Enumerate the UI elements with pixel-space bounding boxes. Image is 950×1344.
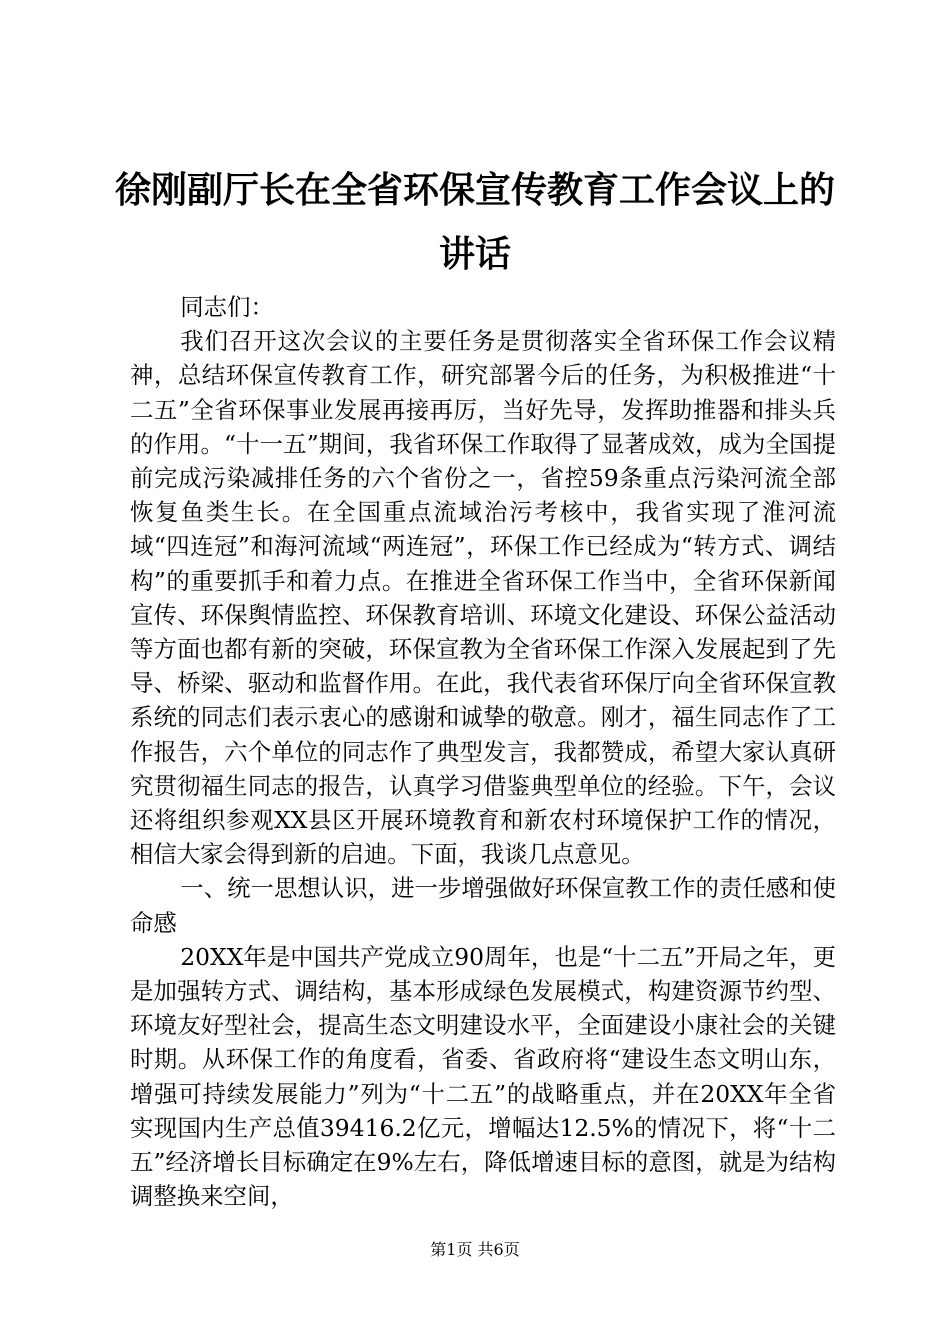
paragraph-section-1: 20XX年是中国共产党成立90周年，也是“十二五”开局之年，更是加强转方式、调结构，基本形成绿色发展模式，构建资源节约型、环境友好型社会，提高生态文明建设水平，全面建设小康社会的关键时期。从环保工作的角度看，省委、省政府将“建设生态文明山东，增强可持续发展能力”列为“十二五”的战略重点，并在20XX年全省实现国内生产总值39416.2亿元，增幅达12.5%的情况下，将“十二五”经济增长目标确定在9%左右，降低增速目标的意图，就是为结构调整换来空间，	[130, 942, 836, 1211]
title-line-2: 讲话	[438, 233, 511, 275]
document-title	[0, 158, 950, 286]
title-line-1: 徐刚副厅长在全省环保宣传教育工作会议上的	[114, 169, 835, 211]
salutation: 同志们：	[180, 293, 274, 321]
document-body	[130, 290, 836, 1213]
section-heading-1: 一、统一思想认识，进一步增强做好环保宣教工作的责任感和使命感	[130, 874, 836, 937]
paragraph-intro: 我们召开这次会议的主要任务是贯彻落实全省环保工作会议精神，总结环保宣传教育工作，研究部署今后的任务，为积极推进“十二五”全省环保事业发展再接再厉，当好先导，发挥助推器和排头兵的作用。“十一五”期间，我省环保工作取得了显著成效，成为全国提前完成污染减排任务的六个省份之一，省控59条重点污染河流全部恢复鱼类生长。在全国重点流域治污考核中，我省实现了淮河流域“四连冠”和海河流域“两连冠”，环保工作已经成为“转方式、调结构”的重要抓手和着力点。在推进全省环保工作当中，全省环保新闻宣传、环保舆情监控、环保教育培训、环境文化建设、环保公益活动等方面也都有新的突破，环保宣教为全省环保工作深入发展起到了先导、桥梁、驱动和监督作用。在此，我代表省环保厅向全省环保宣教系统的同志们表示衷心的感谢和诚挚的敬意。刚才，福生同志作了工作报告，六个单位的同志作了典型发言，我都赞成，希望大家认真研究贯彻福生同志的报告，认真学习借鉴典型单位的经验。下午，会议还将组织参观XX县区开展环境教育和新农村环境保护工作的情况，相信大家会得到新的启迪。下面，我谈几点意见。	[130, 327, 836, 869]
page-footer: 第1页 共6页	[430, 1240, 520, 1259]
